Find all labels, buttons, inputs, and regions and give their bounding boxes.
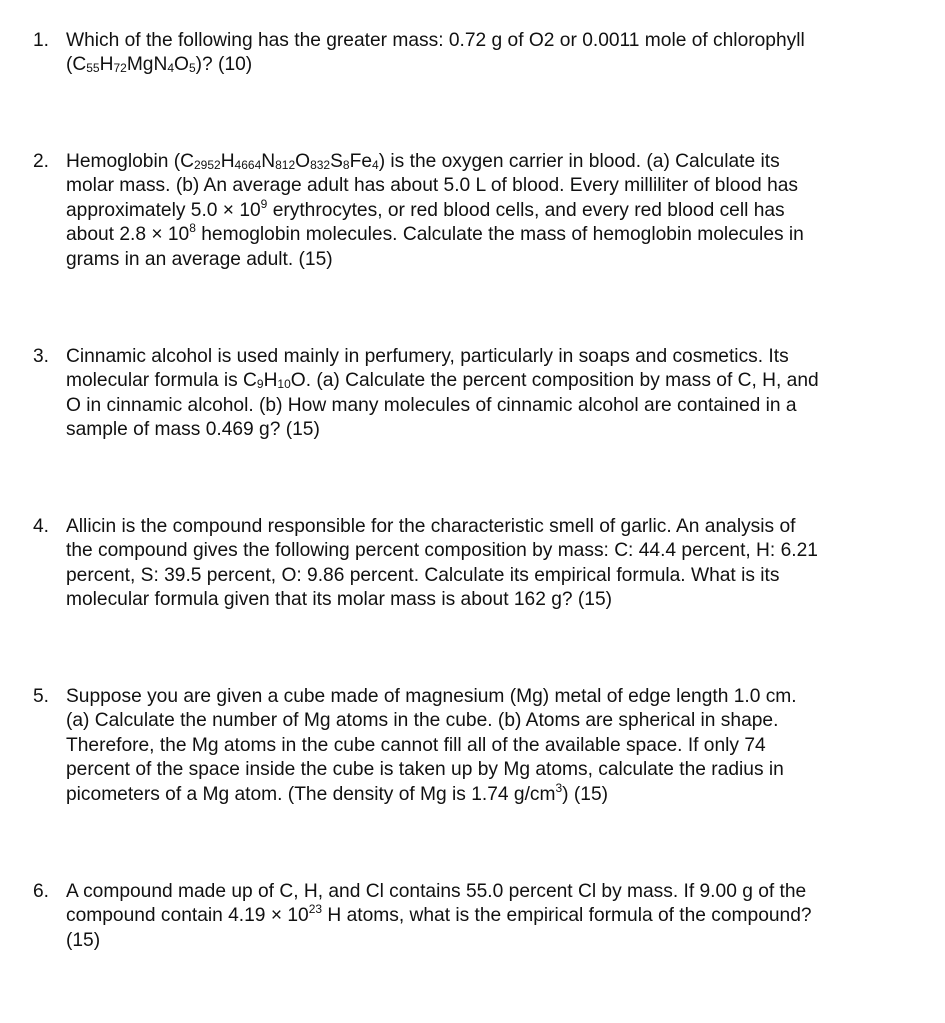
question-text — [66, 345, 905, 443]
text-line: Suppose you are given a cube made of magnesium (Mg) metal of edge length 1.0 cm. — [66, 686, 797, 707]
text-line: (a) Calculate the number of Mg atoms in the cube. (b) Atoms are spherical in shape. — [66, 710, 779, 732]
text-line: sample of mass 0.469 g? (15) — [66, 419, 320, 441]
text-line: (C55H72MgN4O5)? (10) — [66, 54, 253, 76]
text-line: A compound made up of C, H, and Cl contains 55.0 percent Cl by mass. If 9.00 g of the — [66, 881, 807, 902]
text-line: Cinnamic alcohol is used mainly in perfumery, particularly in soaps and cosmetics. Its — [66, 346, 789, 367]
text-line: percent of the space inside the cube is taken up by Mg atoms, calculate the radius in — [66, 759, 784, 781]
text-line: molecular formula is C9H10O. (a) Calculate the percent composition by mass of C, H, and — [66, 370, 819, 392]
text-line: picometers of a Mg atom. (The density of Mg is 1.74 $g/cm^3$) (15) — [66, 780, 609, 805]
question-text — [66, 29, 905, 78]
question-number: 1. — [33, 30, 50, 51]
text-line: percent, S: 39.5 percent, O: 9.86 percent. Calculate its empirical formula. What is its — [66, 564, 780, 586]
question-number: 4. — [33, 516, 50, 537]
text-line: Allicin is the compound responsible for the characteristic smell of garlic. An analysis of — [66, 516, 796, 537]
text-line: Which of the following has the greater mass: 0.72 g of O2 or 0.0011 mole of chlorophyll — [66, 30, 805, 51]
text-line: about $2.8 \times 10^8$ hemoglobin molecules. Calculate the mass of hemoglobin molecules in — [66, 221, 804, 246]
question-text — [66, 880, 905, 953]
question-text — [66, 150, 905, 272]
question-text — [66, 685, 905, 807]
question-number: 5. — [33, 686, 50, 707]
text-line: Therefore, the Mg atoms in the cube cannot fill all of the available space. If only 74 — [66, 734, 766, 756]
text-line: compound contain $4.19 \times 10^{23}$ H atoms, what is the empirical formula of the compound? — [66, 902, 812, 927]
text-line: grams in an average adult. (15) — [66, 248, 333, 270]
text-line: the compound gives the following percent composition by mass: C: 44.4 percent, H: 6.21 — [66, 540, 818, 562]
text-line: O in cinnamic alcohol. (b) How many molecules of cinnamic alcohol are contained in a — [66, 394, 797, 416]
text-line: molar mass. (b) An average adult has about 5.0 L of blood. Every milliliter of blood has — [66, 175, 799, 197]
question-number: 6. — [33, 881, 50, 902]
text-line: approximately $5.0 \times 10^9$ erythrocytes, or red blood cells, and every red blood cell has — [66, 196, 785, 221]
text-line: molecular formula given that its molar mass is about 162 g? (15) — [66, 589, 613, 611]
question-text — [66, 515, 905, 613]
question-number: 3. — [33, 346, 50, 367]
question-number: 2. — [33, 151, 50, 172]
text-line: Hemoglobin (C2952H4664N812O832S8Fe4) is the oxygen carrier in blood. (a) Calculate its — [66, 151, 780, 172]
text-line: (15) — [66, 929, 101, 951]
